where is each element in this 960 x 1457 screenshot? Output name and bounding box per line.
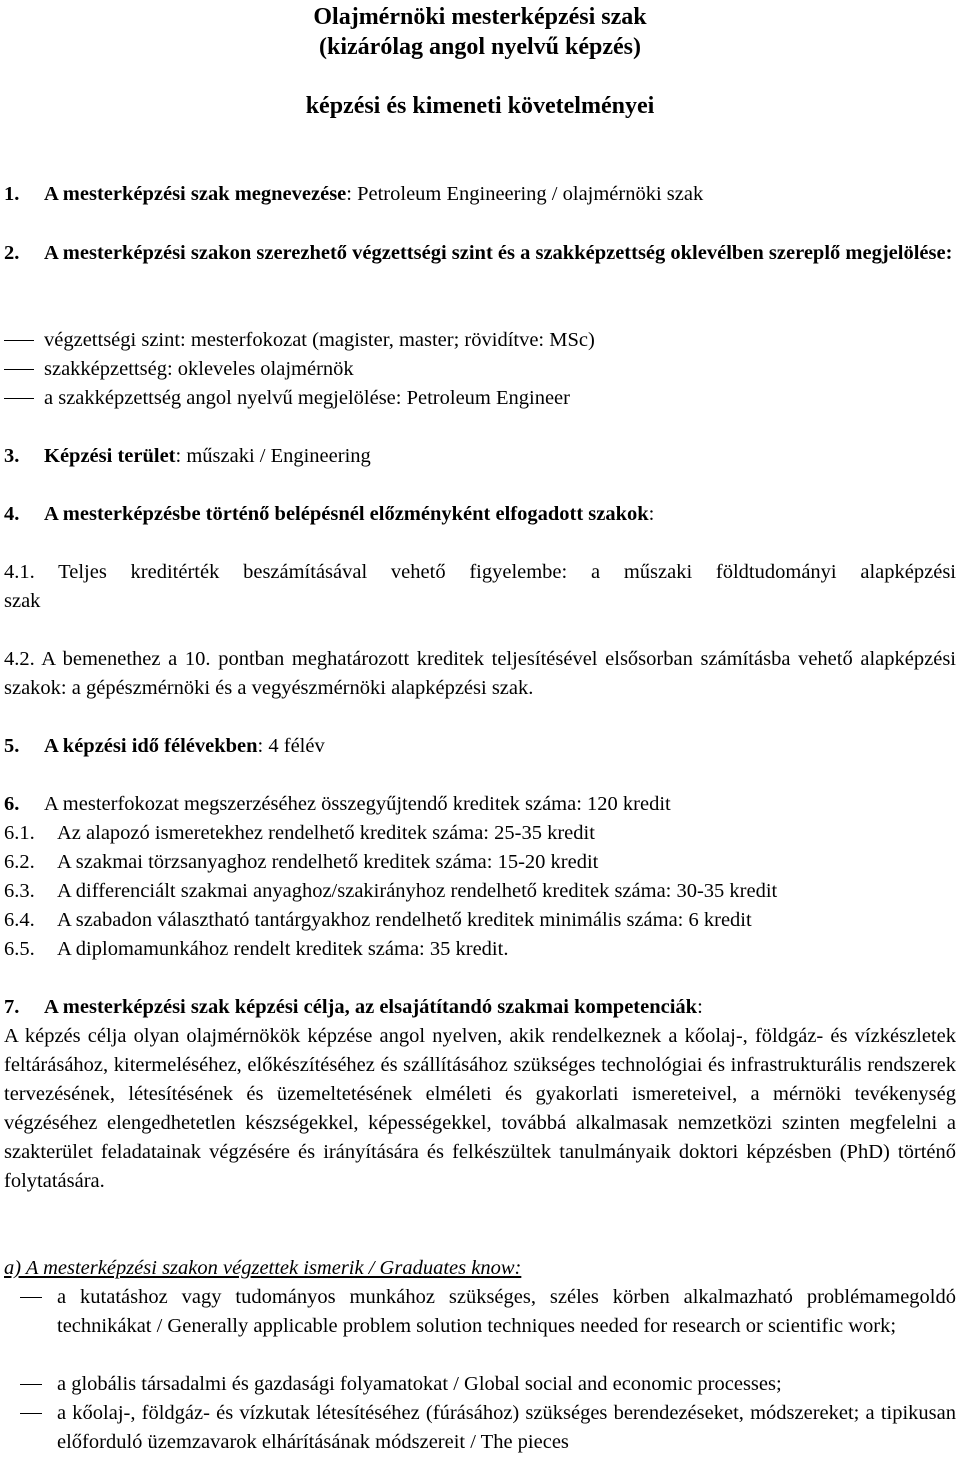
section-1 [4, 180, 956, 209]
section-number: 1. [4, 183, 20, 205]
section-number: 5. [4, 735, 20, 757]
dash-bullet [4, 384, 44, 413]
section-number: 4. [4, 503, 20, 525]
document-heading: képzési és kimeneti követelményei [305, 93, 655, 119]
section-label: A mesterképzési szak képzési célja, az elsajátítandó szakmai kompetenciák [44, 996, 698, 1018]
dash-bullet [20, 1384, 42, 1385]
list-item: 6.2. A szakmai törzsanyaghoz rendelhető kreditek száma: 15-20 kredit [4, 851, 599, 873]
list-item: 6.5. A diplomamunkához rendelt kreditek száma: 35 kredit. [4, 938, 509, 960]
section-number: 2. [4, 242, 20, 264]
section-number: 6. [4, 793, 20, 815]
section-3 [4, 442, 956, 471]
section-label: A mesterképzési szak megnevezése [44, 183, 347, 205]
list-item: a kutatáshoz vagy tudományos munkához szükséges, széles körben alkalmazható problémamegoldó technikákat / Generally applicable problem solution techniques needed for research or scientific work; [4, 1283, 956, 1341]
document-subtitle: (kizárólag angol nyelvű képzés) [319, 34, 641, 60]
list-item: a kőolaj-, földgáz- és vízkutak létesítéséhez (fúrásához) szükséges berendezéseket, módszereket; a tipikusan előforduló üzemzavarok elhárításának módszereit / The pieces [4, 1399, 956, 1457]
section-value: : műszaki / Engineering [175, 445, 371, 467]
section-label: A mesterképzésbe történő belépésnél előzményként elfogadott szakok [44, 503, 649, 525]
dash-bullet [20, 1297, 42, 1298]
document-title: Olajmérnöki mesterképzési szak [313, 4, 647, 30]
paragraph-7: A képzés célja olyan olajmérnökök képzése angol nyelven, akik rendelkeznek a kőolaj-, földgáz- és vízkészletek feltárásához, kitermeléséhez, előkészítéséhez és szállításához szükséges technológiai és infrastrukturális rendszerek tervezésének, létesítésének és üzemeltetésének elméleti és gyakorlati ismereteivel, a mérnöki tevékenység végzéséhez elengedhetetlen készségekkel, képességekkel, továbbá alkalmasak nemzetközi szinten megfelelni a szakterület feladatainak végzésére és irányítására és felkészültek tanulmányaik doktori képzésben (PhD) történő folytatására. [4, 1025, 956, 1192]
section-value: : 4 félév [257, 735, 325, 757]
list-item: a szakképzettség angol nyelvű megjelölése: Petroleum Engineer [4, 384, 956, 413]
section-number: 7. [4, 996, 20, 1018]
section-value: : Petroleum Engineering / olajmérnöki szak [346, 183, 704, 205]
list-item: 6.1. Az alapozó ismeretekhez rendelhető kreditek száma: 25-35 kredit [4, 822, 595, 844]
section-text: A mesterfokozat megszerzéséhez összegyűjtendő kreditek száma: 120 kredit [44, 793, 671, 815]
list-item: 6.3. A differenciált szakmai anyaghoz/szakirányhoz rendelhető kreditek száma: 30-35 kredit [4, 880, 778, 902]
dash-bullet [20, 1413, 42, 1414]
paragraph-4-2: 4.2. A bemenethez a 10. pontban meghatározott kreditek teljesítésével elsősorban számításba vehető alapképzési szakok: a gépészmérnöki és a vegyészmérnöki alapképzési szak. [4, 648, 956, 699]
section-number: 3. [4, 445, 20, 467]
list-item: végzettségi szint: mesterfokozat (magister, master; rövidítve: MSc) [4, 326, 956, 355]
dash-bullet [4, 326, 44, 355]
dash-bullet [4, 355, 44, 384]
section-2 [4, 239, 956, 268]
section-label: A mesterképzési szakon szerezhető végzettségi szint és a szakképzettség oklevélben szereplő megjelölése: [44, 242, 953, 264]
list-item: a globális társadalmi és gazdasági folyamatokat / Global social and economic processes; [4, 1370, 956, 1399]
section-label: Képzési terület [44, 445, 176, 467]
paragraph-4-1: 4.1. Teljes kreditérték beszámításával vehető figyelembe: a műszaki földtudományi alapképzési szak [4, 561, 956, 612]
list-item: szakképzettség: okleveles olajmérnök [4, 355, 956, 384]
section-4: 4. A mesterképzésbe történő belépésnél előzményként elfogadott szakok: [4, 500, 956, 529]
subsection-a-heading: a) A mesterképzési szakon végzettek ismerik / Graduates know: [4, 1257, 522, 1279]
section-7: 7. A mesterképzési szak képzési célja, az elsajátítandó szakmai kompetenciák: [4, 993, 956, 1022]
list-item: 6.4. A szabadon választható tantárgyakhoz rendelhető kreditek minimális száma: 6 kredit [4, 909, 752, 931]
section-5 [4, 732, 956, 761]
section-6 [4, 790, 956, 819]
section-label: A képzési idő félévekben [44, 735, 258, 757]
